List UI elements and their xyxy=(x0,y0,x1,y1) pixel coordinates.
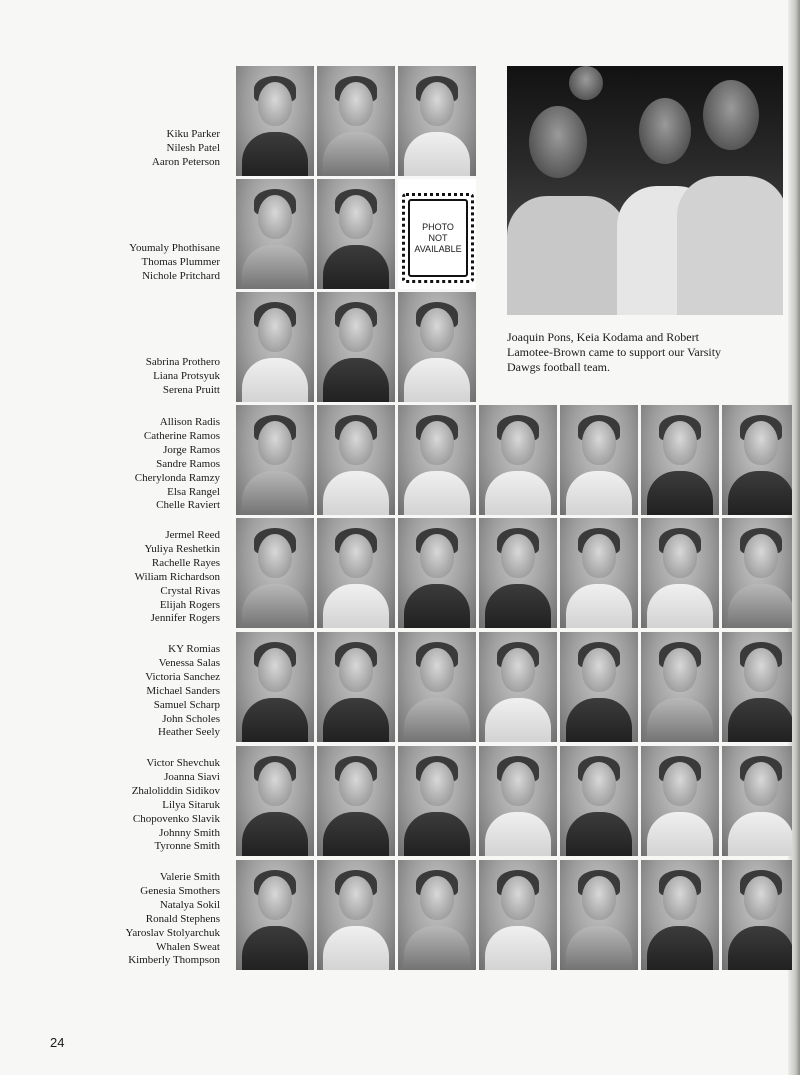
name-list-row-5 xyxy=(60,529,220,626)
name-list-row-4 xyxy=(60,416,220,513)
student-name: Natalya Sokil xyxy=(159,898,220,911)
student-portrait xyxy=(722,860,792,970)
student-portrait xyxy=(560,746,638,856)
student-portrait xyxy=(317,860,395,970)
student-portrait xyxy=(317,518,395,628)
photo-caption: Joaquin Pons, Keia Kodama and Robert Lamotee-Brown came to support our Varsity Dawgs football team. xyxy=(507,330,722,374)
student-name: Heather Seely xyxy=(158,726,220,739)
student-portrait xyxy=(479,405,557,515)
student-portrait xyxy=(236,632,314,742)
student-name: Victoria Sanchez xyxy=(145,670,220,683)
photo-not-available-placeholder xyxy=(398,179,476,289)
group-photo xyxy=(507,66,783,315)
student-name: John Scholes xyxy=(162,712,220,725)
student-portrait xyxy=(722,518,792,628)
student-portrait xyxy=(479,860,557,970)
student-portrait xyxy=(641,518,719,628)
name-list-row-6 xyxy=(60,643,220,740)
student-portrait xyxy=(398,518,476,628)
name-list-row-8 xyxy=(60,871,220,968)
student-portrait xyxy=(317,632,395,742)
student-name: Ronald Stephens xyxy=(145,912,220,925)
student-portrait xyxy=(722,632,792,742)
student-name: Elsa Rangel xyxy=(167,485,220,498)
student-portrait xyxy=(479,632,557,742)
name-list-row-1 xyxy=(60,128,220,170)
placeholder-text: NOT xyxy=(428,232,448,243)
student-portrait xyxy=(398,632,476,742)
student-portrait xyxy=(560,632,638,742)
student-portrait xyxy=(398,746,476,856)
student-name: Liana Protsyuk xyxy=(153,369,220,382)
student-name: Whalen Sweat xyxy=(156,940,220,953)
student-name: Jennifer Rogers xyxy=(150,612,220,625)
student-name: Aaron Peterson xyxy=(151,155,220,168)
student-portrait xyxy=(317,179,395,289)
student-portrait xyxy=(560,860,638,970)
student-name: Kiku Parker xyxy=(166,128,220,140)
student-name: Jorge Ramos xyxy=(163,443,220,456)
student-name: Nichole Pritchard xyxy=(142,269,220,282)
student-portrait xyxy=(398,860,476,970)
placeholder-text: AVAILABLE xyxy=(414,243,462,254)
student-portrait xyxy=(236,292,314,402)
student-name: Youmaly Phothisane xyxy=(129,242,220,254)
student-portrait xyxy=(641,746,719,856)
student-name: Jermel Reed xyxy=(165,529,220,541)
student-portrait xyxy=(317,405,395,515)
student-name: Sandre Ramos xyxy=(156,457,220,470)
student-portrait xyxy=(641,632,719,742)
student-name: Crystal Rivas xyxy=(160,584,220,597)
student-name: Joanna Siavi xyxy=(164,770,220,783)
student-name: Genesia Smothers xyxy=(140,884,220,897)
student-portrait xyxy=(641,860,719,970)
student-name: Chelle Raviert xyxy=(156,499,220,512)
student-name: Johnny Smith xyxy=(159,826,220,839)
student-name: Zhaloliddin Sidikov xyxy=(131,784,220,797)
student-portrait xyxy=(641,405,719,515)
student-portrait xyxy=(560,405,638,515)
student-portrait xyxy=(236,860,314,970)
student-name: Michael Sanders xyxy=(146,684,220,697)
student-name: Lilya Sitaruk xyxy=(162,798,220,811)
student-name: Allison Radis xyxy=(159,416,220,428)
student-name: Catherine Ramos xyxy=(143,429,220,442)
student-portrait xyxy=(236,746,314,856)
name-list-row-2 xyxy=(60,242,220,284)
student-portrait xyxy=(398,405,476,515)
student-portrait xyxy=(236,66,314,176)
student-portrait xyxy=(398,292,476,402)
student-name: Sabrina Prothero xyxy=(145,356,220,368)
student-name: Cherylonda Ramzy xyxy=(134,471,220,484)
student-name: Nilesh Patel xyxy=(166,141,220,154)
student-name: Thomas Plummer xyxy=(141,255,220,268)
student-portrait xyxy=(236,405,314,515)
student-name: Kimberly Thompson xyxy=(128,954,220,967)
student-portrait xyxy=(236,518,314,628)
student-portrait xyxy=(317,746,395,856)
student-portrait xyxy=(560,518,638,628)
student-name: Valerie Smith xyxy=(159,871,220,883)
student-portrait xyxy=(317,292,395,402)
student-portrait xyxy=(479,518,557,628)
student-portrait xyxy=(236,179,314,289)
student-name: Venessa Salas xyxy=(158,656,220,669)
student-name: Victor Shevchuk xyxy=(146,757,220,769)
student-name: KY Romias xyxy=(168,643,220,655)
student-name: Serena Pruitt xyxy=(162,383,220,396)
student-name: Tyronne Smith xyxy=(154,840,220,853)
placeholder-text: PHOTO xyxy=(422,221,454,232)
student-portrait xyxy=(722,746,792,856)
student-name: Rachelle Rayes xyxy=(151,556,220,569)
student-portrait xyxy=(722,405,792,515)
student-name: Yaroslav Stolyarchuk xyxy=(125,926,220,939)
student-portrait xyxy=(479,746,557,856)
student-name: Chopovenko Slavik xyxy=(132,812,220,825)
student-portrait xyxy=(398,66,476,176)
student-name: Samuel Scharp xyxy=(153,698,220,711)
student-portrait xyxy=(317,66,395,176)
page-number: 24 xyxy=(50,1035,65,1050)
name-list-row-3 xyxy=(60,356,220,398)
student-name: Wiliam Richardson xyxy=(134,570,220,583)
student-name: Elijah Rogers xyxy=(159,598,220,611)
name-list-row-7 xyxy=(60,757,220,854)
student-name: Yuliya Reshetkin xyxy=(144,542,220,555)
